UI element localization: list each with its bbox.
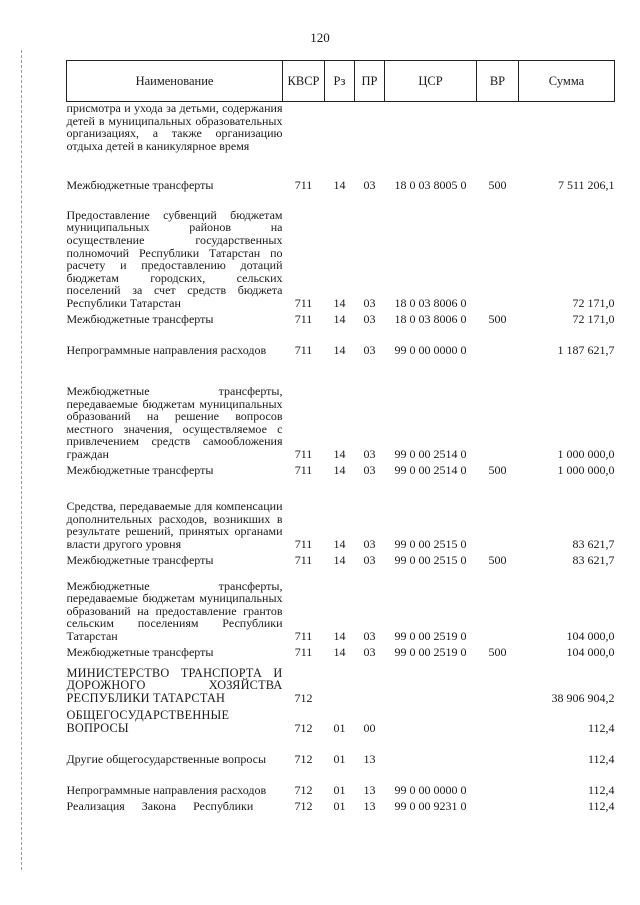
row-vr xyxy=(477,705,519,735)
row-rz xyxy=(325,102,355,176)
row-pr: 13 xyxy=(363,798,376,813)
table-row xyxy=(67,357,615,461)
row-sum: 104 000,0 xyxy=(566,628,615,643)
row-rz: 14 xyxy=(333,462,346,477)
row-name: Межбюджетные трансферты, передаваемые бюджетам муниципальных образований на предоставление грантов сельским поселениям Республики Татарстан xyxy=(66,578,283,643)
table-row xyxy=(67,766,615,797)
row-kvsr: 711 xyxy=(294,295,313,310)
row-sum: 7 511 206,1 xyxy=(557,177,615,192)
table-header-row xyxy=(67,61,615,102)
row-name: Другие общегосударственные вопросы xyxy=(66,751,267,766)
row-rz: 14 xyxy=(333,311,346,326)
table-row xyxy=(67,705,615,735)
row-vr: 500 xyxy=(488,311,507,326)
row-kvsr: 712 xyxy=(294,798,313,813)
row-csr: 99 0 00 2514 0 xyxy=(394,446,467,461)
row-pr: 03 xyxy=(363,536,376,551)
row-name: Межбюджетные трансферты xyxy=(66,177,214,192)
row-kvsr xyxy=(283,102,325,176)
row-csr: 99 0 00 9231 0 xyxy=(394,798,467,813)
row-sum: 112,4 xyxy=(587,720,615,735)
binding-margin-line xyxy=(21,50,22,870)
row-kvsr: 712 xyxy=(294,690,313,705)
row-sum: 83 621,7 xyxy=(572,552,615,567)
row-vr xyxy=(477,477,519,551)
row-sum: 112,4 xyxy=(587,798,615,813)
row-vr: 500 xyxy=(488,177,507,192)
table-row xyxy=(67,643,615,659)
table-row xyxy=(67,551,615,567)
row-vr xyxy=(477,567,519,643)
header-pr: ПР xyxy=(355,61,385,102)
row-vr xyxy=(477,326,519,357)
row-vr xyxy=(477,659,519,705)
table-row xyxy=(67,567,615,643)
row-kvsr: 711 xyxy=(294,342,313,357)
row-name: Межбюджетные трансферты xyxy=(66,644,214,659)
row-sum: 72 171,0 xyxy=(572,311,615,326)
row-kvsr: 711 xyxy=(294,177,313,192)
row-csr: 99 0 00 0000 0 xyxy=(394,342,467,357)
header-sum: Сумма xyxy=(519,61,615,102)
row-vr xyxy=(477,766,519,797)
row-rz: 01 xyxy=(333,751,346,766)
row-csr xyxy=(385,705,477,735)
row-vr xyxy=(477,357,519,461)
header-kvsr: КВСР xyxy=(283,61,325,102)
table-row xyxy=(67,102,615,176)
row-name: Межбюджетные трансферты xyxy=(66,462,214,477)
budget-table xyxy=(66,60,615,813)
row-kvsr: 711 xyxy=(294,552,313,567)
row-sum xyxy=(519,102,615,176)
row-pr: 03 xyxy=(363,295,376,310)
row-rz: 01 xyxy=(333,720,346,735)
row-rz: 14 xyxy=(333,628,346,643)
row-name: присмотра и ухода за детьми, содержания детей в муниципальных образовательных организациях, а также организацию отдыха детей в каникулярное время xyxy=(66,101,283,153)
row-sum: 83 621,7 xyxy=(572,536,615,551)
header-vr: ВР xyxy=(477,61,519,102)
row-csr: 99 0 00 0000 0 xyxy=(394,782,467,797)
table-row xyxy=(67,477,615,551)
row-sum: 72 171,0 xyxy=(572,295,615,310)
row-rz: 14 xyxy=(333,342,346,357)
row-csr: 99 0 00 2514 0 xyxy=(394,462,467,477)
row-rz: 14 xyxy=(333,177,346,192)
row-csr xyxy=(385,735,477,766)
row-sum: 38 906 904,2 xyxy=(551,690,615,705)
row-csr: 99 0 00 2515 0 xyxy=(394,552,467,567)
row-kvsr: 712 xyxy=(294,720,313,735)
row-rz: 14 xyxy=(333,644,346,659)
table-row xyxy=(67,461,615,477)
row-name: Непрограммные направления расходов xyxy=(66,782,267,797)
row-pr: 03 xyxy=(363,177,376,192)
row-name: МИНИСТЕРСТВО ТРАНСПОРТА И ДОРОЖНОГО ХОЗЯЙСТВА РЕСПУБЛИКИ ТАТАРСТАН xyxy=(66,665,283,705)
row-kvsr: 711 xyxy=(294,536,313,551)
row-pr: 03 xyxy=(363,311,376,326)
row-name: Предоставление субвенций бюджетам муниципальных районов на осуществление государственных полномочий Республики Татарстан по расчету и предоставлению дотаций бюджетам городских, сельских поселений за счет средств бюджета Республики Татарстан xyxy=(66,207,283,310)
row-kvsr: 712 xyxy=(294,751,313,766)
row-kvsr: 711 xyxy=(294,311,313,326)
row-vr: 500 xyxy=(488,644,507,659)
row-csr: 18 0 03 8006 0 xyxy=(394,311,467,326)
row-pr: 00 xyxy=(363,720,376,735)
row-rz: 14 xyxy=(333,295,346,310)
row-csr: 18 0 03 8005 0 xyxy=(394,177,467,192)
row-pr: 03 xyxy=(363,628,376,643)
row-name: Непрограммные направления расходов xyxy=(66,342,267,357)
row-vr xyxy=(477,192,519,310)
row-sum: 104 000,0 xyxy=(566,644,615,659)
row-rz: 14 xyxy=(333,446,346,461)
row-name: ОБЩЕГОСУДАРСТВЕННЫЕ ВОПРОСЫ xyxy=(66,708,230,735)
row-csr: 99 0 00 2515 0 xyxy=(394,536,467,551)
row-vr xyxy=(477,735,519,766)
row-pr: 03 xyxy=(363,644,376,659)
row-csr xyxy=(385,659,477,705)
header-csr: ЦСР xyxy=(385,61,477,102)
row-csr: 99 0 00 2519 0 xyxy=(394,644,467,659)
row-name: Межбюджетные трансферты xyxy=(66,552,214,567)
row-pr: 13 xyxy=(363,751,376,766)
row-name: Межбюджетные трансферты xyxy=(66,311,214,326)
page-number: 120 xyxy=(310,30,330,45)
row-pr: 13 xyxy=(363,782,376,797)
row-csr xyxy=(385,102,477,176)
row-kvsr: 711 xyxy=(294,462,313,477)
table-row xyxy=(67,797,615,813)
table-row xyxy=(67,192,615,310)
row-vr xyxy=(477,797,519,813)
row-sum: 1 000 000,0 xyxy=(557,446,615,461)
row-pr: 03 xyxy=(363,462,376,477)
row-kvsr: 712 xyxy=(294,782,313,797)
row-vr xyxy=(477,102,519,176)
row-name: Межбюджетные трансферты, передаваемые бюджетам муниципальных образований на решение вопросов местного значения, осуществляемое с привлечением средств самообложения граждан xyxy=(66,383,283,461)
row-rz: 14 xyxy=(333,536,346,551)
row-pr xyxy=(355,102,385,176)
row-rz xyxy=(325,659,355,705)
row-sum: 1 000 000,0 xyxy=(557,462,615,477)
row-pr: 03 xyxy=(363,552,376,567)
row-rz: 01 xyxy=(333,782,346,797)
row-kvsr: 711 xyxy=(294,446,313,461)
row-pr xyxy=(355,659,385,705)
row-kvsr: 711 xyxy=(294,644,313,659)
row-kvsr: 711 xyxy=(294,628,313,643)
row-rz: 01 xyxy=(333,798,346,813)
row-name: Реализация Закона Республики xyxy=(66,798,254,813)
row-name: Средства, передаваемые для компенсации дополнительных расходов, возникших в результате решений, принятых органами власти другого уровня xyxy=(66,499,283,551)
row-sum: 1 187 621,7 xyxy=(557,342,615,357)
table-row xyxy=(67,176,615,192)
header-rz: Рз xyxy=(325,61,355,102)
table-row xyxy=(67,735,615,766)
row-vr: 500 xyxy=(488,552,507,567)
row-csr: 99 0 00 2519 0 xyxy=(394,628,467,643)
header-name: Наименование xyxy=(67,61,283,102)
row-pr: 03 xyxy=(363,342,376,357)
table-row xyxy=(67,659,615,705)
row-sum: 112,4 xyxy=(587,782,615,797)
row-csr: 18 0 03 8006 0 xyxy=(394,295,467,310)
row-sum: 112,4 xyxy=(587,751,615,766)
row-pr: 03 xyxy=(363,446,376,461)
row-rz: 14 xyxy=(333,552,346,567)
table-row xyxy=(67,326,615,357)
row-vr: 500 xyxy=(488,462,507,477)
table-row xyxy=(67,310,615,326)
